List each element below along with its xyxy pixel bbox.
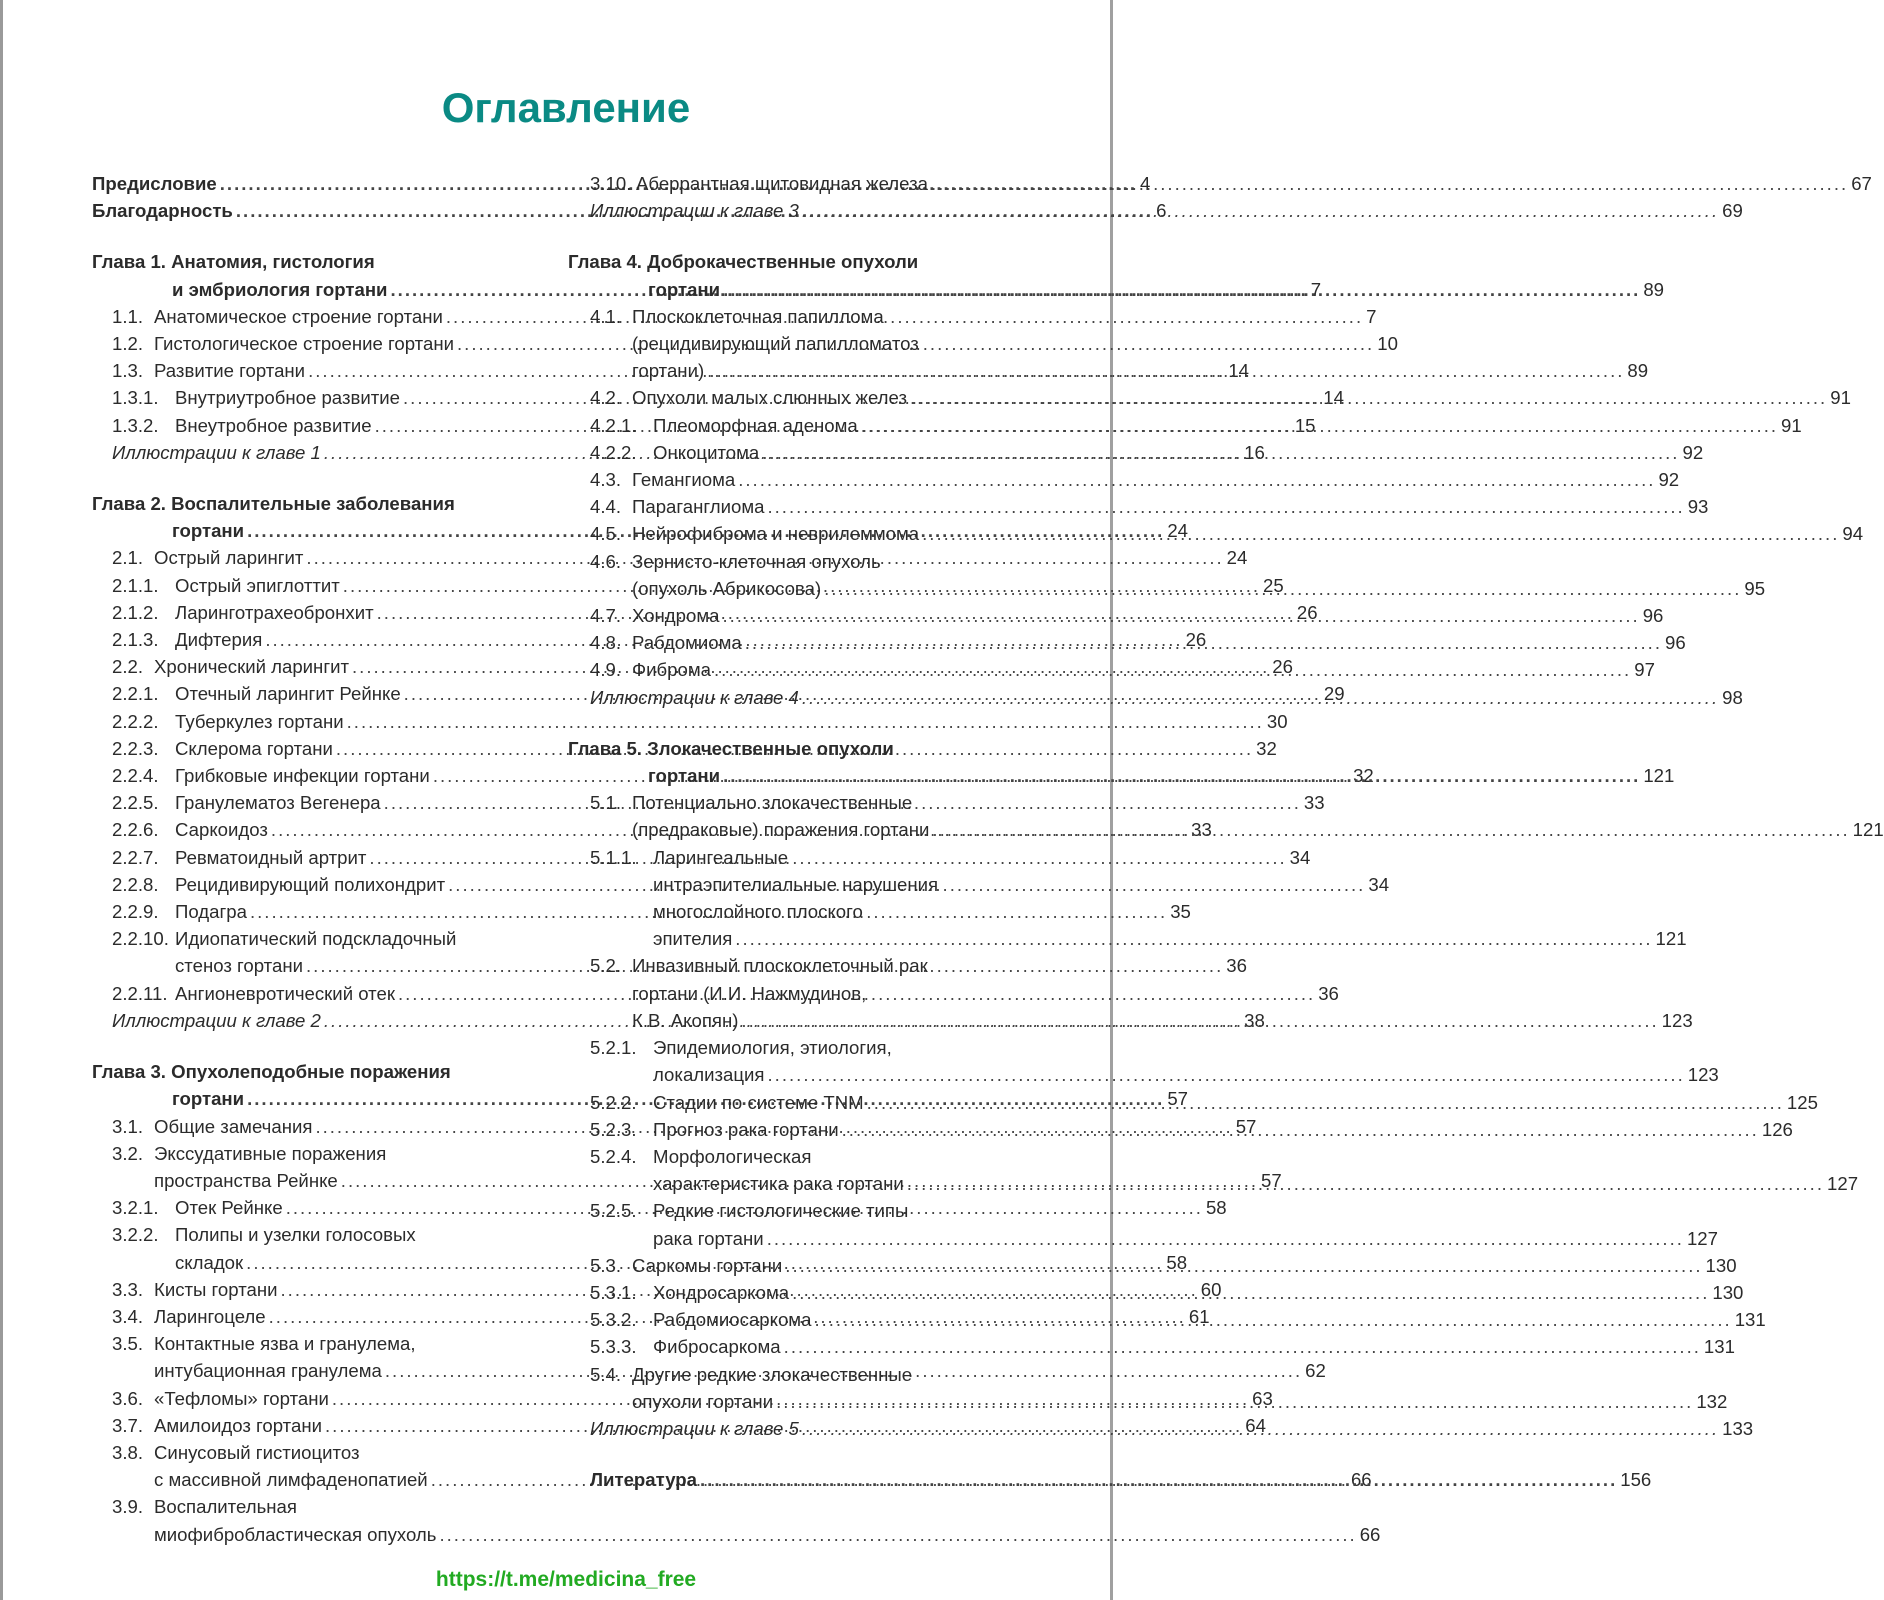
- toc-entry-page: 14: [1323, 387, 1344, 409]
- toc-entry-number: 5.2.4.: [590, 1145, 637, 1167]
- toc-entry-title: Саркомы гортани: [632, 1254, 783, 1276]
- toc-entry-title-line: Глава 2. Воспалительные заболевания: [92, 493, 455, 515]
- dot-leader: [932, 816, 1849, 843]
- toc-entry[interactable]: [590, 197, 1743, 224]
- toc-entry-number: 3.5.: [112, 1333, 144, 1355]
- toc-entry-title: Иллюстрации к главе 3: [590, 200, 799, 222]
- dot-leader: [767, 493, 1684, 520]
- toc-entry-title-line: Эпидемиология, этиология,: [653, 1037, 892, 1059]
- toc-entry-page: 35: [1170, 901, 1191, 923]
- toc-entry-page: 58: [1205, 1197, 1227, 1219]
- toc-entry-title: «Тефломы» гортани: [154, 1387, 329, 1409]
- toc-entry-number: 2.2.: [112, 656, 144, 678]
- toc-entry-number: 5.3.1.: [590, 1281, 637, 1303]
- toc-entry-page: 121: [1655, 928, 1687, 950]
- toc-entry-number: 5.2.2.: [590, 1091, 637, 1113]
- toc-entry-page: 121: [1852, 819, 1884, 841]
- section-gap: [92, 1034, 562, 1058]
- toc-entry-number: 4.7.: [590, 605, 622, 627]
- toc-entry-number: 2.2.1.: [112, 683, 159, 705]
- dot-leader: [792, 1279, 1709, 1306]
- toc-entry-page: 130: [1712, 1281, 1744, 1303]
- toc-entry-page: 89: [1627, 360, 1649, 382]
- toc-entry-title-line: Контактные язва и гранулема,: [154, 1333, 416, 1355]
- toc-entry-title: (опухоль Абрикосова): [632, 577, 822, 599]
- toc-entry-title: Иллюстрации к главе 5: [590, 1417, 799, 1439]
- toc-entry-title: локализация: [653, 1064, 765, 1086]
- toc-entry-title: Гранулематоз Вегенера: [175, 792, 381, 814]
- dot-leader: [776, 1388, 1693, 1415]
- toc-entry-title: Кисты гортани: [154, 1278, 278, 1300]
- toc-entry-title: эпителия: [653, 928, 733, 950]
- dot-leader: [824, 575, 1741, 602]
- toc-entry-title: Острый ларингит: [154, 547, 304, 569]
- toc-entry-title: Развитие гортани: [154, 360, 306, 382]
- toc-entry-page: 94: [1842, 523, 1864, 545]
- toc-entry-number: 2.2.6.: [112, 819, 159, 841]
- toc-entry-page: 6: [1156, 200, 1167, 222]
- section-gap: [590, 711, 1060, 735]
- toc-entry-number: 5.3.3.: [590, 1336, 637, 1358]
- toc-entry-page: 26: [1296, 601, 1318, 623]
- toc-entry[interactable]: [112, 762, 1374, 789]
- toc-entry-title-line: многослойного плоского: [653, 901, 863, 923]
- toc-entry-title: характеристика рака гортани: [653, 1173, 904, 1195]
- toc-entry-number: 5.1.1.: [590, 846, 637, 868]
- toc-entry-title: Ангионевротический отек: [175, 982, 395, 1004]
- toc-entry-title-line: Глава 5. Злокачественные опухоли: [568, 737, 894, 759]
- toc-entry-page: 34: [1289, 846, 1311, 868]
- toc-entry[interactable]: [112, 1493, 1381, 1547]
- dot-leader: [439, 1521, 1356, 1548]
- toc-entry-title: Рабдомиома: [632, 632, 742, 654]
- dot-leader: [700, 1466, 1617, 1493]
- toc-entry-number: 3.3.: [112, 1278, 144, 1300]
- toc-entry-page: 24: [1167, 520, 1189, 542]
- toc-entry-title: Иллюстрации к главе 1: [112, 441, 321, 463]
- toc-entry-number: 1.1.: [112, 305, 144, 327]
- toc-entry-title: Амилоидоз гортани: [154, 1414, 322, 1436]
- toc-entry-page: 98: [1722, 686, 1743, 708]
- toc-entry[interactable]: [590, 466, 1680, 493]
- toc-entry-title-line: Воспалительная: [154, 1496, 297, 1518]
- toc-entry-title: стеноз гортани: [175, 955, 303, 977]
- toc-entry-number: 3.10.: [590, 173, 632, 194]
- toc-entry-title: интубационная гранулема: [154, 1360, 382, 1382]
- toc-entry-title-line: Идиопатический подскладочный: [175, 928, 457, 950]
- dot-leader: [762, 439, 1679, 466]
- toc-entry-number: 4.8.: [590, 632, 622, 654]
- dot-leader: [745, 629, 1662, 656]
- toc-entry-title: Прогноз рака гортани: [653, 1118, 839, 1140]
- toc-entry-title: Туберкулез гортани: [175, 710, 344, 732]
- toc-entry-number: 2.1.1.: [112, 574, 159, 596]
- toc-entry-title-line: интраэпителиальные нарушения: [653, 873, 939, 895]
- toc-entry-number: 4.1.: [590, 305, 622, 327]
- toc-entry-number: 2.2.4.: [112, 765, 159, 787]
- toc-entry-page: 64: [1245, 1414, 1266, 1436]
- toc-entry[interactable]: [590, 1034, 1719, 1088]
- toc-entry-page: 14: [1228, 360, 1250, 382]
- toc-entry-title: с массивной лимфаденопатией: [154, 1469, 428, 1491]
- toc-entry-page: 91: [1830, 387, 1851, 409]
- toc-entry-title: гортани: [648, 278, 721, 300]
- toc-entry-number: 1.3.1.: [112, 387, 159, 409]
- dot-leader: [802, 684, 1719, 711]
- toc-entry-title: Рабдомиосаркома: [653, 1309, 812, 1331]
- toc-entry-title-line: Плоскоклеточная папиллома: [632, 305, 884, 327]
- toc-entry-title: пространства Рейнке: [154, 1169, 338, 1191]
- toc-entry-title: Отечный ларингит Рейнке: [175, 683, 401, 705]
- toc-entry-page: 61: [1188, 1305, 1210, 1327]
- footer-link[interactable]: https://t.me/medicina_free: [435, 1568, 697, 1591]
- section-gap: [92, 224, 562, 248]
- toc-entry-page: 95: [1744, 577, 1766, 599]
- toc-entry-number: 3.4.: [112, 1305, 144, 1327]
- toc-entry-page: 24: [1226, 547, 1248, 569]
- page-title: Оглавление: [441, 84, 691, 131]
- toc-entry-page: 66: [1350, 1469, 1372, 1491]
- dot-leader: [714, 656, 1631, 683]
- toc-entry-page: 93: [1687, 496, 1709, 518]
- toc-entry-title-line: Ларингеальные: [653, 846, 789, 868]
- toc-entry-page: 10: [1377, 333, 1398, 355]
- toc-entry-number: 1.3.2.: [112, 414, 159, 436]
- toc-entry-title-line: Редкие гистологические типы: [653, 1200, 909, 1222]
- dot-leader: [722, 602, 1639, 629]
- toc-entry-number: 4.2.2.: [590, 441, 637, 463]
- dot-leader: [931, 170, 1848, 197]
- toc-entry-title: Иллюстрации к главе 2: [112, 1009, 321, 1031]
- toc-entry-title: Ларинготрахеобронхит: [175, 601, 374, 623]
- toc-entry-number: 5.2.5.: [590, 1200, 637, 1222]
- toc-entry-page: 66: [1359, 1523, 1381, 1545]
- toc-entry-page: 26: [1272, 656, 1293, 678]
- toc-entry-title: Острый эпиглоттит: [175, 574, 340, 596]
- toc-entry-page: 92: [1658, 469, 1680, 491]
- toc-entry-page: 30: [1266, 710, 1288, 732]
- toc-entry-number: 2.2.10.: [112, 928, 169, 950]
- toc-entry-page: 96: [1665, 632, 1686, 654]
- toc-entry-page: 7: [1310, 278, 1322, 300]
- toc-entry-title: Гистологическое строение гортани: [154, 333, 454, 355]
- toc-entry[interactable]: [568, 248, 1665, 302]
- dot-leader: [802, 197, 1719, 224]
- toc-entry-title: Плеоморфная аденома: [653, 414, 858, 436]
- toc-entry-title: Саркоидоз: [175, 819, 268, 841]
- toc-entry-number: 2.1.3.: [112, 629, 159, 651]
- dot-leader: [814, 1306, 1731, 1333]
- toc-entry-page: 36: [1226, 955, 1247, 977]
- toc-entry-page: 67: [1851, 173, 1872, 194]
- toc-entry-number: 2.2.3.: [112, 737, 159, 759]
- toc-entry-page: 15: [1294, 414, 1316, 436]
- toc-entry-page: 57: [1167, 1088, 1189, 1110]
- toc-entry-title: Ревматоидный артрит: [175, 846, 367, 868]
- toc-entry-page: 16: [1244, 441, 1265, 463]
- toc-entry-page: 63: [1252, 1387, 1273, 1409]
- dot-leader: [922, 520, 1839, 547]
- toc-entry-title-line: Полипы и узелки голосовых: [175, 1224, 416, 1246]
- toc-entry-title: Общие замечания: [154, 1115, 313, 1137]
- toc-entry-number: 2.2.8.: [112, 873, 159, 895]
- section-gap: [590, 224, 1060, 248]
- toc-entry-number: 2.1.2.: [112, 601, 159, 623]
- toc-entry-page: 36: [1318, 982, 1339, 1004]
- toc-entry-title: Внеутробное развитие: [175, 414, 372, 436]
- toc-entry-number: 2.2.7.: [112, 846, 159, 868]
- section-gap: [590, 1442, 1060, 1466]
- toc-entry-title: Гемангиома: [632, 469, 736, 491]
- dot-leader: [784, 1333, 1701, 1360]
- dot-leader: [741, 1007, 1658, 1034]
- toc-entry-page: 32: [1353, 765, 1374, 787]
- toc-entry-title: Склерома гортани: [175, 737, 333, 759]
- toc-entry-title: Параганглиома: [632, 496, 765, 518]
- toc-entry-number: 5.2.1.: [590, 1037, 637, 1059]
- toc-entry-title: Нейрофиброма и неврилеммома: [632, 523, 920, 545]
- toc-entry-title: Стадии по системе TNM: [653, 1091, 864, 1113]
- toc-entry-page: 91: [1781, 414, 1802, 436]
- toc-entry-title-line: Глава 1. Анатомия, гистология: [92, 251, 375, 273]
- toc-entry-number: 5.1.: [590, 792, 622, 814]
- toc-entry-number: 3.7.: [112, 1414, 144, 1436]
- dot-leader: [867, 1089, 1784, 1116]
- dot-leader: [802, 1415, 1719, 1442]
- toc-entry-title-line: (рецидивирующий папилломатоз: [632, 333, 919, 355]
- toc-entry-title: складок: [175, 1251, 244, 1273]
- toc-entry-page: 123: [1687, 1064, 1719, 1086]
- dot-leader: [738, 466, 1655, 493]
- toc-entry-title-line: Потенциально злокачественные: [632, 792, 913, 814]
- toc-entry-title: гортани: [172, 520, 245, 542]
- toc-entry-title: Фиброма: [632, 659, 711, 681]
- toc-entry-page: 125: [1786, 1091, 1818, 1113]
- toc-entry-title-line: Глава 3. Опухолеподобные поражения: [92, 1061, 451, 1083]
- toc-entry-page: 57: [1235, 1115, 1257, 1137]
- toc-entry[interactable]: [590, 170, 1872, 197]
- toc-entry-number: 5.2.3.: [590, 1118, 637, 1140]
- toc-entry-number: 5.2.: [590, 955, 622, 977]
- toc-entry-number: 4.6.: [590, 550, 622, 572]
- toc-entry-title: Дифтерия: [175, 629, 263, 651]
- toc-entry-number: 3.8.: [112, 1441, 144, 1463]
- toc-entry[interactable]: [112, 357, 1250, 384]
- toc-entry-page: 92: [1682, 441, 1704, 463]
- toc-entry-title: Хронический ларингит: [154, 656, 350, 678]
- dot-leader: [907, 1170, 1824, 1197]
- toc-entry-title: Предисловие: [92, 173, 217, 194]
- dot-leader: [723, 276, 1640, 303]
- toc-entry-title: Хондрома: [632, 605, 720, 627]
- toc-entry-title-line: Экссудативные поражения: [154, 1142, 387, 1164]
- toc-entry-page: 33: [1303, 792, 1325, 814]
- toc-entry-number: 4.5.: [590, 523, 622, 545]
- toc-entry-number: 2.2.2.: [112, 710, 159, 732]
- toc-entry-title: миофибробластическая опухоль: [154, 1523, 437, 1545]
- toc-entry-title: Подагра: [175, 901, 247, 923]
- toc-entry-number: 4.4.: [590, 496, 622, 518]
- dot-leader: [842, 1116, 1759, 1143]
- toc-entry-page: 96: [1642, 605, 1664, 627]
- toc-entry-number: 5.4.: [590, 1363, 622, 1385]
- toc-entry-number: 3.2.1.: [112, 1197, 159, 1219]
- dot-leader: [910, 384, 1827, 411]
- toc-entry-title: гортани: [648, 765, 721, 787]
- toc-entry-page: 131: [1703, 1336, 1735, 1358]
- toc-entry-page: 123: [1661, 1009, 1693, 1031]
- toc-entry-number: 5.3.2.: [590, 1309, 637, 1331]
- toc-entry-number: 4.9.: [590, 659, 622, 681]
- toc-entry-title: Рецидивирующий полихондрит: [175, 873, 446, 895]
- toc-entry-number: 5.3.: [590, 1254, 622, 1276]
- toc-entry-number: 2.2.5.: [112, 792, 159, 814]
- toc-entry-page: 4: [1140, 173, 1151, 194]
- toc-entry-page: 57: [1261, 1169, 1282, 1191]
- toc-entry-number: 1.3.: [112, 360, 144, 382]
- toc-entry-title: Литература: [590, 1469, 697, 1491]
- toc-entry-title: Иллюстрации к главе 4: [590, 686, 799, 708]
- toc-entry-title-line: Зернисто-клеточная опухоль: [632, 550, 881, 572]
- toc-entry-title: и эмбриология гортани: [172, 278, 388, 300]
- toc-entry-page: 26: [1185, 629, 1207, 651]
- toc-entry-title: Благодарность: [92, 200, 233, 222]
- toc-entry-page: 7: [1366, 305, 1377, 327]
- toc-entry-number: 4.2.1.: [590, 414, 637, 436]
- toc-entry-title: опухоли гортани: [632, 1390, 774, 1412]
- toc-entry-page: 89: [1643, 278, 1665, 300]
- toc-entry[interactable]: [590, 493, 1709, 520]
- toc-entry-page: 97: [1634, 659, 1655, 681]
- toc-entry-title-line: Синусовый гистиоцитоз: [154, 1441, 360, 1463]
- toc-entry-title: Отек Рейнке: [175, 1197, 283, 1219]
- dot-leader: [785, 1252, 1702, 1279]
- toc-entry-title: Аберрантная щитовидная железа: [636, 173, 928, 194]
- toc-entry-title-line: Другие редкие злокачественные: [632, 1363, 913, 1385]
- toc-entry-title-line: Инвазивный плоскоклеточный рак: [632, 955, 928, 977]
- toc-entry[interactable]: [590, 1333, 1735, 1360]
- toc-entry-page: 121: [1643, 765, 1675, 787]
- toc-entry-title: Ларингоцеле: [154, 1305, 266, 1327]
- toc-entry-title: гортани): [632, 360, 705, 382]
- toc-entry-number: 2.2.9.: [112, 901, 159, 923]
- toc-entry-title: Онкоцитома: [653, 441, 760, 463]
- toc-entry-title: Опухоли малых слюнных желез: [632, 387, 907, 409]
- toc-entry-page: 33: [1191, 819, 1212, 841]
- dot-leader: [707, 357, 1624, 384]
- toc-entry-page: 133: [1722, 1417, 1754, 1439]
- toc-entry-page: 25: [1263, 574, 1284, 596]
- page-edge-left: [0, 0, 3, 1600]
- toc-entry-title-line: Морфологическая: [653, 1145, 812, 1167]
- toc-entry-page: 127: [1686, 1227, 1718, 1249]
- toc-entry-number: 3.1.: [112, 1115, 144, 1137]
- toc-entry-number: 3.2.: [112, 1142, 144, 1164]
- toc-entry-page: 130: [1705, 1254, 1737, 1276]
- dot-leader: [735, 925, 1652, 952]
- toc-entry-title: Хондросаркома: [653, 1281, 790, 1303]
- toc-entry-number: 4.3.: [590, 469, 622, 491]
- toc-entry-page: 34: [1368, 873, 1390, 895]
- toc-entry-number: 3.9.: [112, 1496, 144, 1518]
- toc-entry-number: 2.2.11.: [112, 982, 168, 1004]
- toc-entry-number: 3.6.: [112, 1387, 144, 1409]
- toc-entry-number: 4.2.: [590, 387, 622, 409]
- dot-leader: [861, 412, 1778, 439]
- toc-entry-page: 38: [1244, 1009, 1265, 1031]
- toc-entry-page: 69: [1722, 200, 1743, 222]
- dot-leader: [768, 1061, 1685, 1088]
- toc-entry[interactable]: [112, 708, 1288, 735]
- dot-leader: [723, 762, 1640, 789]
- toc-entry-page: 132: [1696, 1390, 1728, 1412]
- dot-leader: [767, 1225, 1684, 1252]
- toc-entry-number: 1.2.: [112, 333, 144, 355]
- toc-entry-title: Грибковые инфекции гортани: [175, 765, 430, 787]
- toc-entry-page: 60: [1200, 1278, 1222, 1300]
- toc-entry-page: 29: [1323, 683, 1345, 705]
- toc-entry-title: Внутриутробное развитие: [175, 387, 400, 409]
- section-gap: [92, 466, 562, 490]
- toc-entry-title-line: гортани (И.И. Нажмудинов,: [632, 982, 867, 1004]
- toc-entry-page: 58: [1166, 1251, 1188, 1273]
- toc-entry-title: К.В. Акопян): [632, 1009, 739, 1031]
- toc-entry-page: 127: [1827, 1173, 1859, 1195]
- toc-entry-title: гортани: [172, 1088, 245, 1110]
- toc-entry-page: 62: [1305, 1360, 1326, 1382]
- toc-entry-page: 156: [1620, 1469, 1652, 1491]
- toc-entry-title: рака гортани: [653, 1227, 764, 1249]
- toc-entry-title: Анатомическое строение гортани: [154, 305, 443, 327]
- toc-entry-page: 32: [1256, 737, 1277, 759]
- toc-entry-title: Фибросаркома: [653, 1336, 781, 1358]
- toc-entry-number: 3.2.2.: [112, 1224, 159, 1246]
- toc-entry-title-line: Глава 4. Доброкачественные опухоли: [568, 251, 919, 273]
- toc-entry-page: 126: [1761, 1118, 1793, 1140]
- toc-entry-page: 131: [1734, 1309, 1766, 1331]
- toc-entry-title: (предраковые) поражения гортани: [632, 819, 930, 841]
- toc-entry-number: 2.1.: [112, 547, 144, 569]
